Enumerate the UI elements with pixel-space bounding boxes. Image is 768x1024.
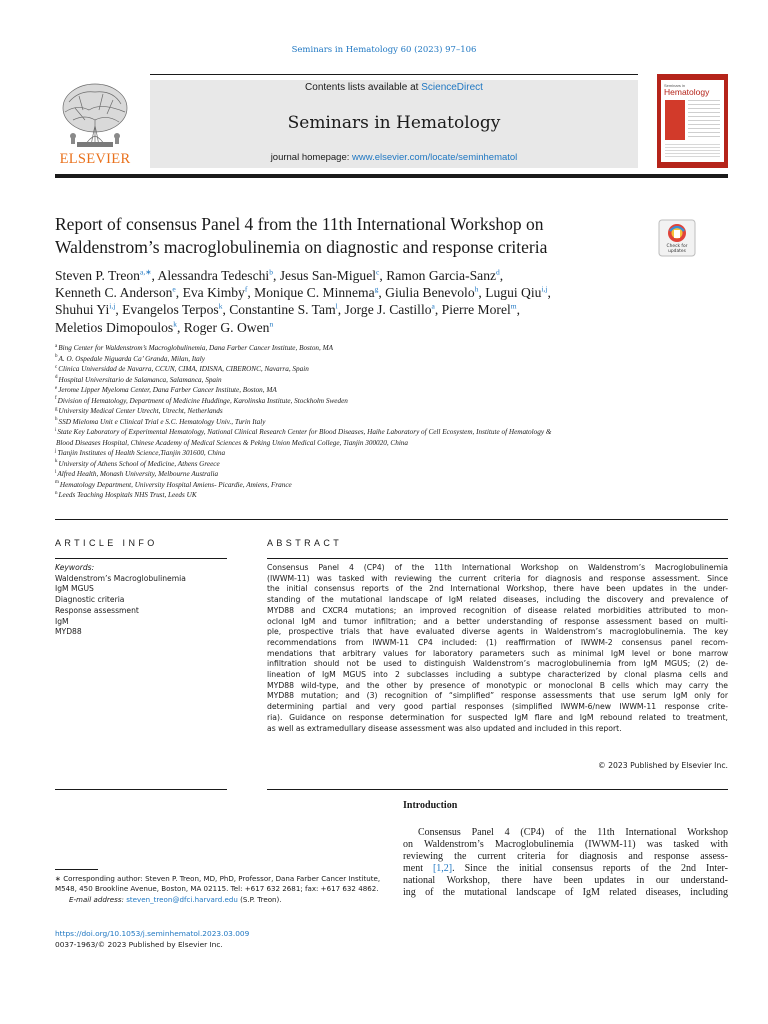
author-separator: , xyxy=(547,285,551,301)
masthead-bottom-rule xyxy=(55,174,728,178)
author-name[interactable]: Steven P. Treon xyxy=(55,268,140,283)
abstract-copyright: © 2023 Published by Elsevier Inc. xyxy=(597,761,728,770)
keywords-block xyxy=(55,563,227,638)
abstract-line: recommendations from IWWM-11 CP4 included: (1) reaffirmation of IWWM-2 consensus panel recom- xyxy=(267,637,728,647)
affiliation-text: Bing Center for Waldenstrom’s Macroglobulinemia, Dana Farber Cancer Institute, Boston, MA xyxy=(58,344,334,352)
issn-copyright-line: 0037-1963/© 2023 Published by Elsevier Inc. xyxy=(55,940,223,949)
author-affiliation-marker[interactable]: k xyxy=(173,319,177,329)
introduction-line xyxy=(403,827,728,839)
abstract-line: Consensus Panel 4 (CP4) of the 11th International Workshop on Waldenstrom’s Macroglobulinemia xyxy=(267,563,728,572)
affiliation-key: e xyxy=(55,385,58,391)
author-affiliation-marker[interactable]: k xyxy=(218,301,223,311)
article-title-line-2: Waldenstrom’s macroglobulinemia on diagnostic and response criteria xyxy=(55,237,548,257)
author-item xyxy=(184,320,273,335)
author-name[interactable]: Kenneth C. Anderson xyxy=(55,285,173,301)
author-name[interactable]: Meletios Dimopoulos xyxy=(55,319,174,335)
email-line xyxy=(55,895,385,905)
affiliation-item xyxy=(55,385,728,396)
contents-prefix: Contents lists available at xyxy=(305,82,419,93)
affiliation-key: l xyxy=(55,469,57,475)
author-separator: , xyxy=(378,285,386,301)
author-name[interactable]: Shuhui Yi xyxy=(55,302,110,318)
affiliation-text: State Key Laboratory of Experimental Hematology, National Clinical Research Center for Blood Diseases, Haihe Laboratory of Cell Ecosystem, Institute of Hematology & xyxy=(57,428,552,436)
keyword-item: Diagnostic criteria xyxy=(55,595,125,605)
affiliation-text: Tianjin Institutes of Health Science,Tianjin 301600, China xyxy=(57,449,226,457)
abstract-line: MYD88 and CXCR4 mutations; an improved recognition of disease related morbidities attributed to mon- xyxy=(267,605,728,615)
affiliation-text: Blood Diseases Hospital, Chinese Academy of Medical Sciences & Peking Union Medical College, Tianjin 300020, China xyxy=(56,438,408,447)
author-affiliation-marker[interactable]: l xyxy=(335,301,338,311)
author-affiliation-marker[interactable]: c xyxy=(376,267,380,277)
author-item xyxy=(386,268,503,283)
keyword-item: IgM MGUS xyxy=(55,584,94,594)
affiliation-key: j xyxy=(55,448,57,454)
cover-top-text: Seminars in xyxy=(664,83,686,88)
author-name[interactable]: Eva Kimby xyxy=(182,285,245,301)
introduction-line-text: Consensus Panel 4 (CP4) of the 11th International Workshop xyxy=(418,827,728,838)
journal-cover-thumbnail[interactable] xyxy=(657,74,728,168)
author-name[interactable]: Jesus San-Miguel xyxy=(279,268,377,283)
email-label: E-mail address: xyxy=(69,894,124,904)
abstract-line: MYD88 mutation; and (3) recognition of “simplified” response assessments that use serum IgM only for xyxy=(267,691,728,701)
abstract-line: as well as extramedullary disease assessment was also updated and included in this report. xyxy=(267,723,622,733)
elsevier-logo xyxy=(55,80,135,168)
author-separator: , xyxy=(434,302,442,318)
author-name[interactable]: Giulia Benevolo xyxy=(385,285,475,301)
article-title xyxy=(55,213,645,259)
author-affiliation-marker[interactable]: f xyxy=(244,284,248,294)
author-item xyxy=(55,320,184,335)
abstract-line: ple, prospective trials that have evaluated diverse agents in Waldenstrom’s macroglobulinemia. The key xyxy=(267,627,728,637)
affiliation-text: Jerome Lipper Myeloma Center, Dana Farber Cancer Institute, Boston, MA xyxy=(58,386,277,394)
introduction-line-text: . Since the initial consensus reports of the 2nd Inter- xyxy=(452,863,728,874)
author-item xyxy=(158,268,280,283)
email-link[interactable]: steven_treon@dfci.harvard.edu xyxy=(126,894,238,904)
introduction-line-text: ment xyxy=(403,863,433,874)
cover-text-lines xyxy=(688,100,720,140)
author-separator: , xyxy=(379,268,387,283)
keywords-label: Keywords: xyxy=(55,563,95,572)
author-affiliation-marker[interactable]: i,j xyxy=(109,301,116,311)
affiliation-item xyxy=(55,364,728,375)
affiliation-text: University Medical Center Utrecht, Utrecht, Netherlands xyxy=(58,407,223,415)
article-info-rule xyxy=(55,558,227,559)
check-updates-label: Check for updates xyxy=(666,244,688,254)
affiliation-text: Clinica Universidad de Navarra, CCUN, CIMA, IDISNA, CIBERONC, Navarra, Spain xyxy=(58,365,309,373)
abstract-line: infiltration should not be used to distinguish Waldenstrom’s macroglobulinemia from IgM MGUS; (2) de- xyxy=(267,659,728,669)
author-affiliation-marker[interactable]: m xyxy=(510,301,517,311)
affiliation-key: b xyxy=(55,354,58,360)
author-affiliation-marker[interactable]: h xyxy=(474,284,479,294)
author-item xyxy=(385,285,485,300)
author-separator: , xyxy=(516,302,520,318)
homepage-prefix: journal homepage: xyxy=(270,152,350,163)
introduction-text xyxy=(403,827,728,899)
abstract-line: standing of the mutational landscape of IgM related diseases, including the discovery and prevalence of xyxy=(267,595,728,605)
affiliation-key: c xyxy=(55,364,58,370)
journal-title: Seminars in Hematology xyxy=(287,113,501,133)
affiliation-item xyxy=(55,469,728,480)
doi-link[interactable]: https://doi.org/10.1053/j.seminhematol.2023.03.009 xyxy=(55,929,250,938)
affiliation-item xyxy=(55,427,728,438)
affiliation-item xyxy=(55,480,728,491)
keywords-list xyxy=(55,574,227,638)
author-affiliation-marker[interactable]: e xyxy=(172,284,176,294)
author-separator: , xyxy=(222,302,230,318)
affiliation-key: h xyxy=(55,417,58,423)
introduction-line xyxy=(403,887,728,899)
affiliation-text: Division of Hematology, Department of Medicine Huddinge, Karolinska Institute, Stockholm Sweden xyxy=(57,396,348,405)
abstract-rule xyxy=(267,558,728,559)
running-head-citation[interactable]: Seminars in Hematology 60 (2023) 97–106 xyxy=(291,45,477,55)
author-item xyxy=(55,285,183,300)
author-item xyxy=(183,285,255,300)
author-item xyxy=(55,302,122,317)
author-separator: , xyxy=(175,285,183,301)
author-name[interactable]: Alessandra Tedeschi xyxy=(157,268,270,283)
affiliation-item xyxy=(55,343,728,354)
author-separator: , xyxy=(337,302,345,318)
author-item xyxy=(55,268,158,283)
sciencedirect-link[interactable]: ScienceDirect xyxy=(421,82,483,93)
author-name[interactable]: Pierre Morel xyxy=(441,302,511,318)
abstract-heading: ABSTRACT xyxy=(267,538,343,548)
affiliation-key: a xyxy=(55,343,58,349)
affiliation-item xyxy=(55,438,728,449)
affiliation-list xyxy=(55,343,728,501)
author-item xyxy=(229,302,344,317)
affiliation-text: University of Athens School of Medicine, Athens Greece xyxy=(58,459,220,468)
author-separator: , xyxy=(151,268,158,283)
affiliation-item xyxy=(55,406,728,417)
affiliation-item xyxy=(55,375,728,386)
affiliation-text: Leeds Teaching Hospitals NHS Trust, Leeds UK xyxy=(58,491,197,499)
masthead-top-rule xyxy=(150,74,638,75)
abstract-line: (IWWM-11) was tasked with reviewing the current criteria for diagnosis and response assessment. Since xyxy=(267,573,728,583)
cover-title: Hematology xyxy=(664,87,710,97)
author-item xyxy=(254,285,385,300)
author-item xyxy=(485,285,551,300)
affiliation-key: n xyxy=(55,490,58,496)
affiliation-item xyxy=(55,417,728,428)
introduction-line-text: national Workshop, there have been updates in our understand- xyxy=(403,875,728,886)
cover-page xyxy=(661,80,724,162)
author-item xyxy=(122,302,229,317)
author-affiliation-marker[interactable]: d xyxy=(496,267,500,277)
affiliation-text: Alfred Health, Monash University, Melbourne Australia xyxy=(57,470,219,478)
affiliation-key: d xyxy=(55,375,58,381)
affiliation-text: Hematology Department, University Hospital Amiens- Picardie, Amiens, France xyxy=(59,480,292,489)
author-name[interactable]: Jorge J. Castillo xyxy=(344,302,432,318)
abstract-line: ria). Guidance on response determination for suspected IgM flare and IgM rebound related to treatment, xyxy=(267,712,728,722)
author-affiliation-marker[interactable]: b xyxy=(269,267,273,277)
abstract-bottom-rule xyxy=(267,789,728,790)
contents-availability xyxy=(150,82,638,93)
keyword-item: IgM xyxy=(55,616,69,626)
article-info-heading: ARTICLE INFO xyxy=(55,538,158,548)
abstract-line: MYD88 wild-type, and the other by presence of monotypic or monoclonal B cells which may carry the xyxy=(267,680,728,690)
abstract-line: the initial consensus reports of the 2nd International Workshop, there have been updates in the under- xyxy=(267,584,728,594)
affiliation-text: SSD Mieloma Unit e Clinical Trial e S.C. Hematology Univ., Turin Italy xyxy=(58,417,266,426)
affiliation-text: Hospital Universitario de Salamanca, Salamanca, Spain xyxy=(58,375,222,384)
author-name[interactable]: Roger G. Owen xyxy=(183,319,270,335)
elsevier-wordmark: ELSEVIER xyxy=(59,151,131,167)
author-name[interactable]: Lugui Qiu xyxy=(485,285,542,301)
keyword-item: Response assessment xyxy=(55,605,139,615)
affiliation-item xyxy=(55,459,728,470)
article-title-line-1: Report of consensus Panel 4 from the 11th International Workshop on xyxy=(55,214,544,234)
author-name[interactable]: Ramon Garcia-Sanz xyxy=(386,268,497,283)
check-for-updates-badge[interactable] xyxy=(658,219,696,257)
header-section-rule xyxy=(55,519,728,520)
introduction-heading: Introduction xyxy=(403,800,458,811)
homepage-link[interactable]: www.elsevier.com/locate/seminhematol xyxy=(352,152,518,163)
introduction-line xyxy=(403,863,728,875)
abstract-text xyxy=(267,563,728,734)
abstract-line: determining partial and very good partial responses (simplified IWWM-6/new IWWM-11 response crite- xyxy=(267,702,728,712)
affiliation-key: f xyxy=(55,396,57,402)
affiliation-item xyxy=(55,448,728,459)
introduction-line-text: reviewing the current criteria for diagnosis and response assess- xyxy=(403,851,728,862)
corresponding-author-footnote xyxy=(55,874,385,905)
author-name[interactable]: Evangelos Terpos xyxy=(122,302,219,318)
author-affiliation-marker[interactable]: a,∗ xyxy=(139,267,152,277)
email-suffix: (S.P. Treon). xyxy=(240,894,282,904)
author-item xyxy=(345,302,442,317)
author-item xyxy=(280,268,386,283)
author-affiliation-marker[interactable]: g xyxy=(374,284,379,294)
introduction-line xyxy=(403,851,728,863)
corresponding-author-text: ∗ Corresponding author: Steven P. Treon, MD, PhD, Professor, Dana Farber Cancer Institute, M548, 450 Brookline Avenue, Boston, MA 02115. Tel: +617 632 2681; fax: +617 632 4862. xyxy=(55,874,381,894)
affiliation-key: m xyxy=(55,480,59,486)
author-separator: , xyxy=(478,285,486,301)
affiliation-key: i xyxy=(55,427,57,433)
author-affiliation-marker[interactable]: n xyxy=(269,319,274,329)
footnote-rule xyxy=(55,869,98,870)
introduction-line xyxy=(403,839,728,851)
author-list xyxy=(55,267,685,336)
author-affiliation-marker[interactable]: i,j xyxy=(541,284,548,294)
cover-graphic xyxy=(665,100,685,140)
author-separator: , xyxy=(176,319,184,335)
affiliation-item xyxy=(55,396,728,407)
citation-reference-link[interactable]: [1,2] xyxy=(432,863,453,874)
author-name[interactable]: Monique C. Minnema xyxy=(254,285,375,301)
author-separator: , xyxy=(499,268,504,283)
affiliation-key: k xyxy=(55,459,58,465)
article-info-bottom-rule xyxy=(55,789,227,790)
cover-footer-lines xyxy=(665,144,720,158)
introduction-line-text: ing of the mutational landscape of IgM related diseases, including xyxy=(403,887,728,898)
affiliation-item xyxy=(55,490,728,501)
keyword-item: MYD88 xyxy=(55,627,82,637)
abstract-line: mendations that arbitrary values for laboratory parameters such as minimal IgM level or bone marrow xyxy=(267,648,728,658)
keyword-item: Waldenstrom’s Macroglobulinemia xyxy=(55,573,186,583)
abstract-line: lineation of IgM MGUS into 2 subclasses including a subtype characterized by clonal plasma cells and xyxy=(267,670,728,680)
affiliation-key: g xyxy=(55,406,58,412)
journal-homepage xyxy=(150,152,638,163)
author-separator: , xyxy=(247,285,255,301)
author-affiliation-marker[interactable]: a xyxy=(431,301,435,311)
affiliation-text: A. O. Ospedale Niguarda Ca’ Granda, Milan, Italy xyxy=(58,354,205,363)
affiliation-item xyxy=(55,354,728,365)
introduction-line xyxy=(403,875,728,887)
author-name[interactable]: Constantine S. Tam xyxy=(229,302,336,318)
author-item xyxy=(442,302,520,317)
introduction-line-text: on Waldenstrom’s Macroglobulinemia (IWWM-11) was tasked with xyxy=(403,839,728,850)
author-separator: , xyxy=(115,302,123,318)
author-separator: , xyxy=(272,268,280,283)
abstract-line: oclonal IgM and tumor infiltration; and a better understanding of response assessment based on multi- xyxy=(267,616,728,626)
